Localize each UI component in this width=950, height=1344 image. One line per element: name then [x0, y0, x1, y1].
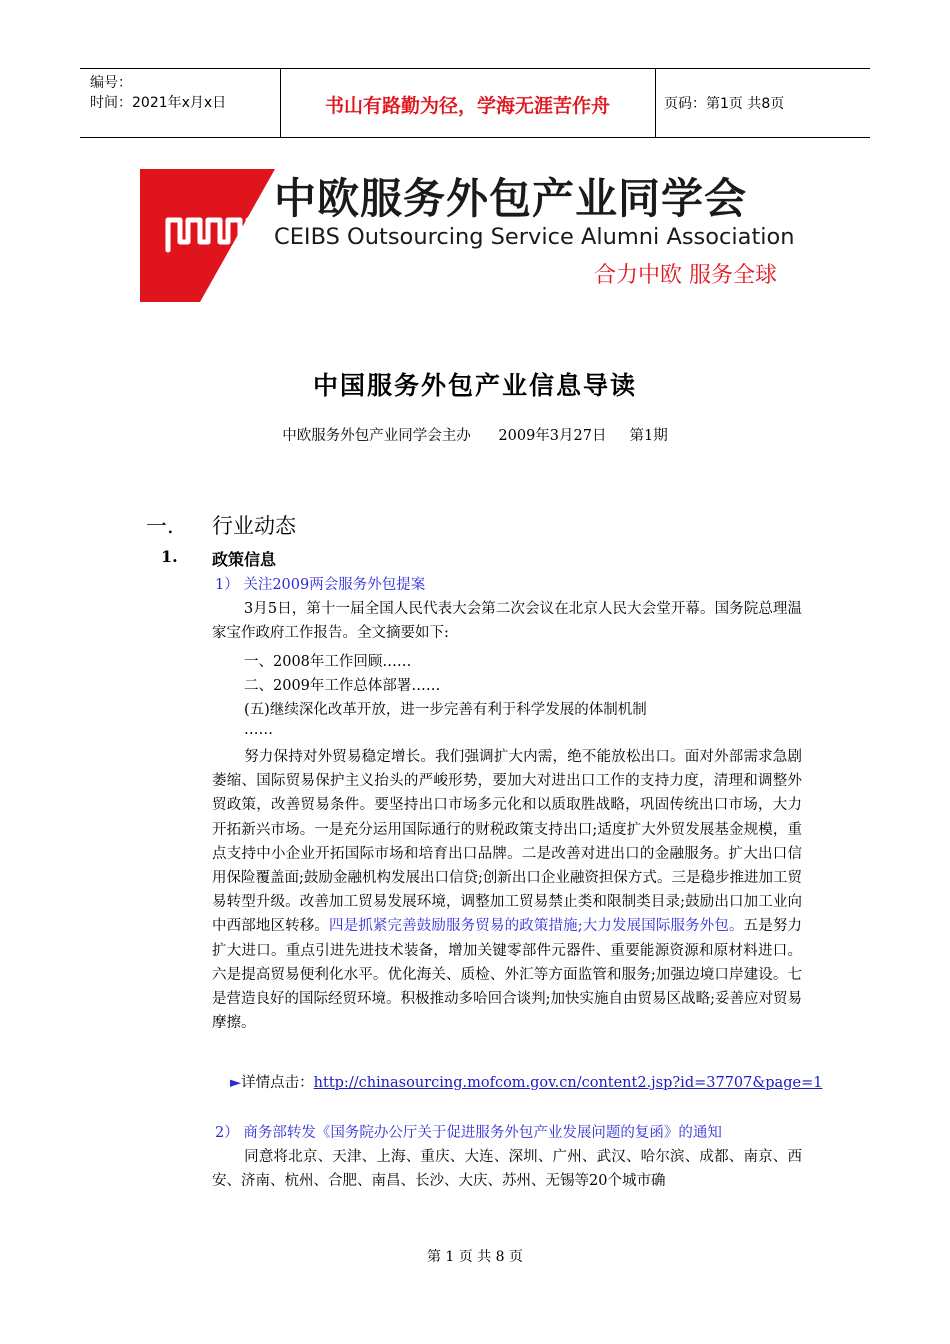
item-body [212, 745, 802, 1035]
body-text-a: 努力保持对外贸易稳定增长。我们强调扩大内需，绝不能放松出口。面对外部需求急剧萎缩、国际贸易保护主义抬头的严峻形势，要加大对进出口工作的支持力度，清理和调整外贸政策，改善贸易条件。要坚持出口市场多元化和以质取胜战略，巩固传统出口市场，大力开拓新兴市场。一是充分运用国际通行的财税政策支持出口;适度扩大外贸发展基金规模，重点支持中小企业开拓国际市场和培育出口品牌。二是改善对进出口的金融服务。扩大出口信用保险覆盖面;鼓励金融机构发展出口信贷;创新出口企业融资担保方式。三是稳步推进加工贸易转型升级。改善加工贸易发展环境，调整加工贸易禁止类和限制类目录;鼓励出口加工业向中西部地区转移。 [212, 749, 802, 935]
summary-line: 一、2008年工作回顾…… [244, 654, 412, 670]
number-label: 编号： [90, 75, 132, 91]
ceibs-logo-mark [140, 166, 275, 304]
detail-row [230, 1071, 822, 1092]
arrow-right-icon: ► [230, 1075, 242, 1091]
section-title: 行业动态 [212, 514, 296, 538]
summary-line: 二、2009年工作总体部署…… [244, 678, 441, 694]
time-label: 时间：2021年x月x日 [90, 95, 227, 111]
header-meta [90, 73, 226, 113]
item-intro [212, 597, 802, 645]
item-body [212, 1145, 802, 1193]
header-motto: 书山有路勤为径，学海无涯苦作舟 [324, 95, 610, 117]
header-table [80, 68, 870, 138]
intro-text: 3月5日，第十一届全国人民代表大会第二次会议在北京人民大会堂开幕。国务院总理温家宝作政府工作报告。全文摘要如下: [212, 601, 802, 642]
body-text-b: 五是努力扩大进口。重点引进先进技术装备，增加关键零部件元器件、重要能源资源和原材料进口。六是提高贸易便利化水平。优化海关、质检、外汇等方面监管和服务;加强边境口岸建设。七是营造良好的国际经贸环境。积极推动多哈回合谈判;加快实施自由贸易区战略;妥善应对贸易摩擦。 [212, 918, 803, 1032]
summary-line: (五)继续深化改革开放，进一步完善有利于科学发展的体制机制 [244, 702, 647, 718]
logo-name-en: CEIBS Outsourcing Service Alumni Association [274, 224, 795, 250]
item-heading: 1） 关注2009两会服务外包提案 [215, 577, 426, 593]
detail-label: 详情点击： [241, 1075, 314, 1091]
page-footer: 第 1 页 共 8 页 [426, 1249, 524, 1265]
item-heading: 2） 商务部转发《国务院办公厅关于促进服务外包产业发展问题的复函》的通知 [215, 1125, 722, 1141]
subsection-number: 1. [161, 547, 178, 566]
header-divider [655, 69, 656, 137]
section-number: 一. [146, 514, 174, 538]
body-highlight: 四是抓紧完善鼓励服务贸易的政策措施;大力发展国际服务外包。 [329, 918, 744, 935]
logo-slogan: 合力中欧 服务全球 [594, 263, 777, 288]
summary-line: …… [244, 722, 273, 738]
logo-name-cn: 中欧服务外包产业同学会 [274, 174, 748, 223]
document-subline: 中欧服务外包产业同学会主办 2009年3月27日 第1期 [282, 428, 668, 444]
header-page-info: 页码：第1页 共8页 [664, 96, 785, 112]
subsection-title: 政策信息 [212, 550, 277, 569]
document-title: 中国服务外包产业信息导读 [312, 371, 637, 400]
body-text: 同意将北京、天津、上海、重庆、大连、深圳、广州、武汉、哈尔滨、成都、南京、西安、济南、杭州、合肥、南昌、长沙、大庆、苏州、无锡等20个城市确 [212, 1149, 802, 1190]
detail-link[interactable]: http://chinasourcing.mofcom.gov.cn/content2.jsp?id=37707&page=1 [313, 1075, 823, 1091]
